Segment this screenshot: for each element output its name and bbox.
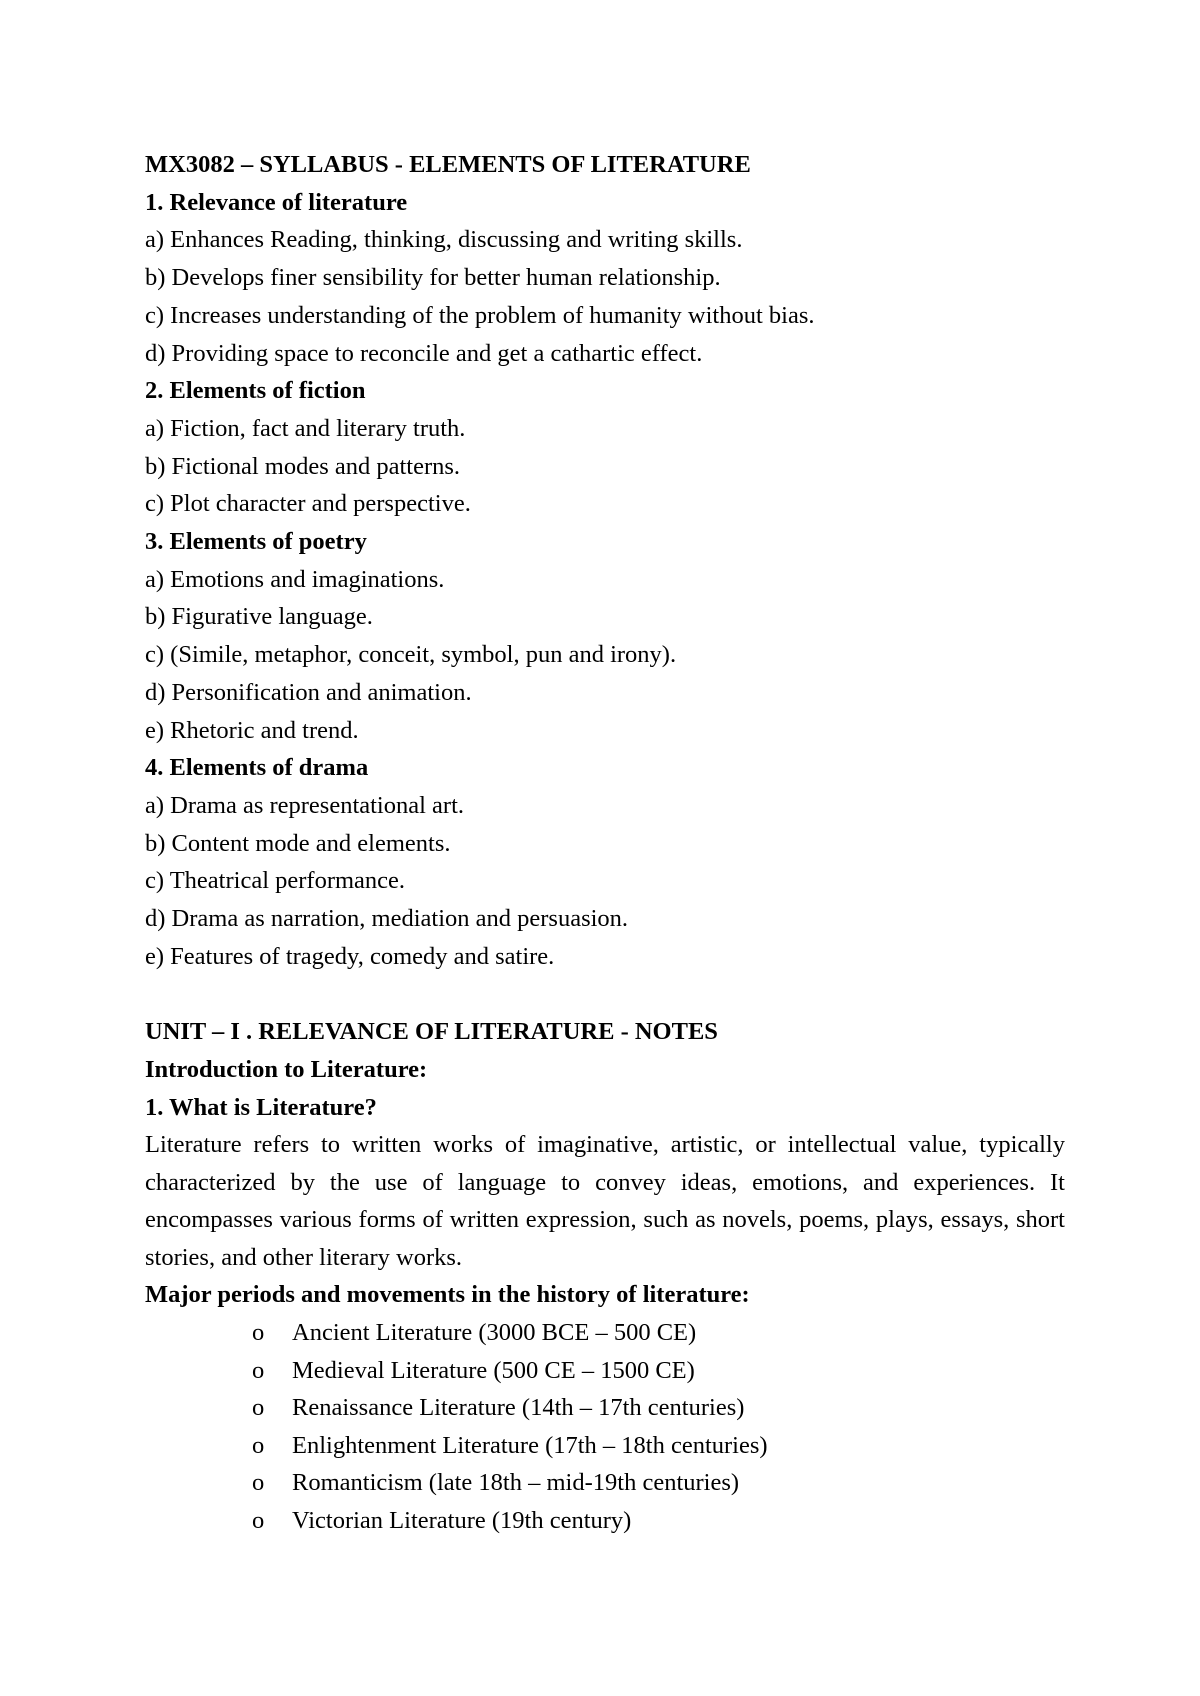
list-item bbox=[145, 1464, 1065, 1502]
bullet-marker: o bbox=[252, 1469, 265, 1497]
document-content bbox=[145, 146, 1065, 1540]
list-item-text: Romanticism (late 18th – mid-19th centuries) bbox=[292, 1469, 740, 1497]
blank-line bbox=[145, 975, 1065, 1013]
question-heading: 1. What is Literature? bbox=[145, 1093, 377, 1121]
bullet-marker: o bbox=[252, 1394, 265, 1422]
section-item: c) Theatrical performance. bbox=[145, 867, 406, 895]
section-item: d) Personification and animation. bbox=[145, 678, 472, 706]
bullet-marker: o bbox=[252, 1506, 265, 1534]
section-item: b) Content mode and elements. bbox=[145, 829, 451, 857]
list-item bbox=[145, 1427, 1065, 1465]
periods-heading: Major periods and movements in the history of literature: bbox=[145, 1281, 750, 1309]
bullet-marker: o bbox=[252, 1431, 265, 1459]
list-item bbox=[145, 1389, 1065, 1427]
section-item: d) Providing space to reconcile and get a cathartic effect. bbox=[145, 339, 703, 367]
list-item bbox=[145, 1314, 1065, 1352]
section-item: e) Rhetoric and trend. bbox=[145, 716, 359, 744]
section-item: b) Develops finer sensibility for better human relationship. bbox=[145, 264, 721, 292]
list-item-text: Ancient Literature (3000 BCE – 500 CE) bbox=[292, 1318, 697, 1346]
literature-definition-paragraph: Literature refers to written works of imaginative, artistic, or intellectual value, typically characterized by the use of language to convey ideas, emotions, and experiences. It encompasses various forms of written expression, such as novels, poems, plays, essays, short stories, and other literary works. bbox=[145, 1131, 1065, 1271]
section-item: e) Features of tragedy, comedy and satire. bbox=[145, 942, 555, 970]
section-item: c) Plot character and perspective. bbox=[145, 490, 471, 518]
section-heading: 2. Elements of fiction bbox=[145, 377, 366, 405]
list-item-text: Renaissance Literature (14th – 17th centuries) bbox=[292, 1394, 745, 1422]
unit-title: UNIT – I . RELEVANCE OF LITERATURE - NOTES bbox=[145, 1018, 718, 1046]
periods-list bbox=[145, 1314, 1065, 1540]
bullet-marker: o bbox=[252, 1318, 265, 1346]
section-heading: 3. Elements of poetry bbox=[145, 528, 367, 556]
section-item: c) (Simile, metaphor, conceit, symbol, pun and irony). bbox=[145, 641, 677, 669]
section-item: a) Emotions and imaginations. bbox=[145, 565, 445, 593]
section-item: b) Figurative language. bbox=[145, 603, 373, 631]
list-item-text: Medieval Literature (500 CE – 1500 CE) bbox=[292, 1356, 695, 1384]
list-item-text: Victorian Literature (19th century) bbox=[292, 1506, 632, 1534]
syllabus-title: MX3082 – SYLLABUS - ELEMENTS OF LITERATURE bbox=[145, 151, 751, 178]
section-heading: 4. Elements of drama bbox=[145, 754, 369, 782]
section-item: d) Drama as narration, mediation and persuasion. bbox=[145, 905, 629, 933]
section-item: a) Drama as representational art. bbox=[145, 791, 465, 819]
section-heading: 1. Relevance of literature bbox=[145, 188, 408, 216]
section-item: b) Fictional modes and patterns. bbox=[145, 452, 461, 480]
bullet-marker: o bbox=[252, 1356, 265, 1384]
list-item bbox=[145, 1352, 1065, 1390]
list-item-text: Enlightenment Literature (17th – 18th centuries) bbox=[292, 1431, 768, 1459]
list-item bbox=[145, 1502, 1065, 1540]
intro-heading: Introduction to Literature: bbox=[145, 1055, 428, 1083]
section-item: a) Enhances Reading, thinking, discussing and writing skills. bbox=[145, 226, 743, 254]
section-item: a) Fiction, fact and literary truth. bbox=[145, 414, 466, 442]
section-item: c) Increases understanding of the problem of humanity without bias. bbox=[145, 301, 815, 329]
